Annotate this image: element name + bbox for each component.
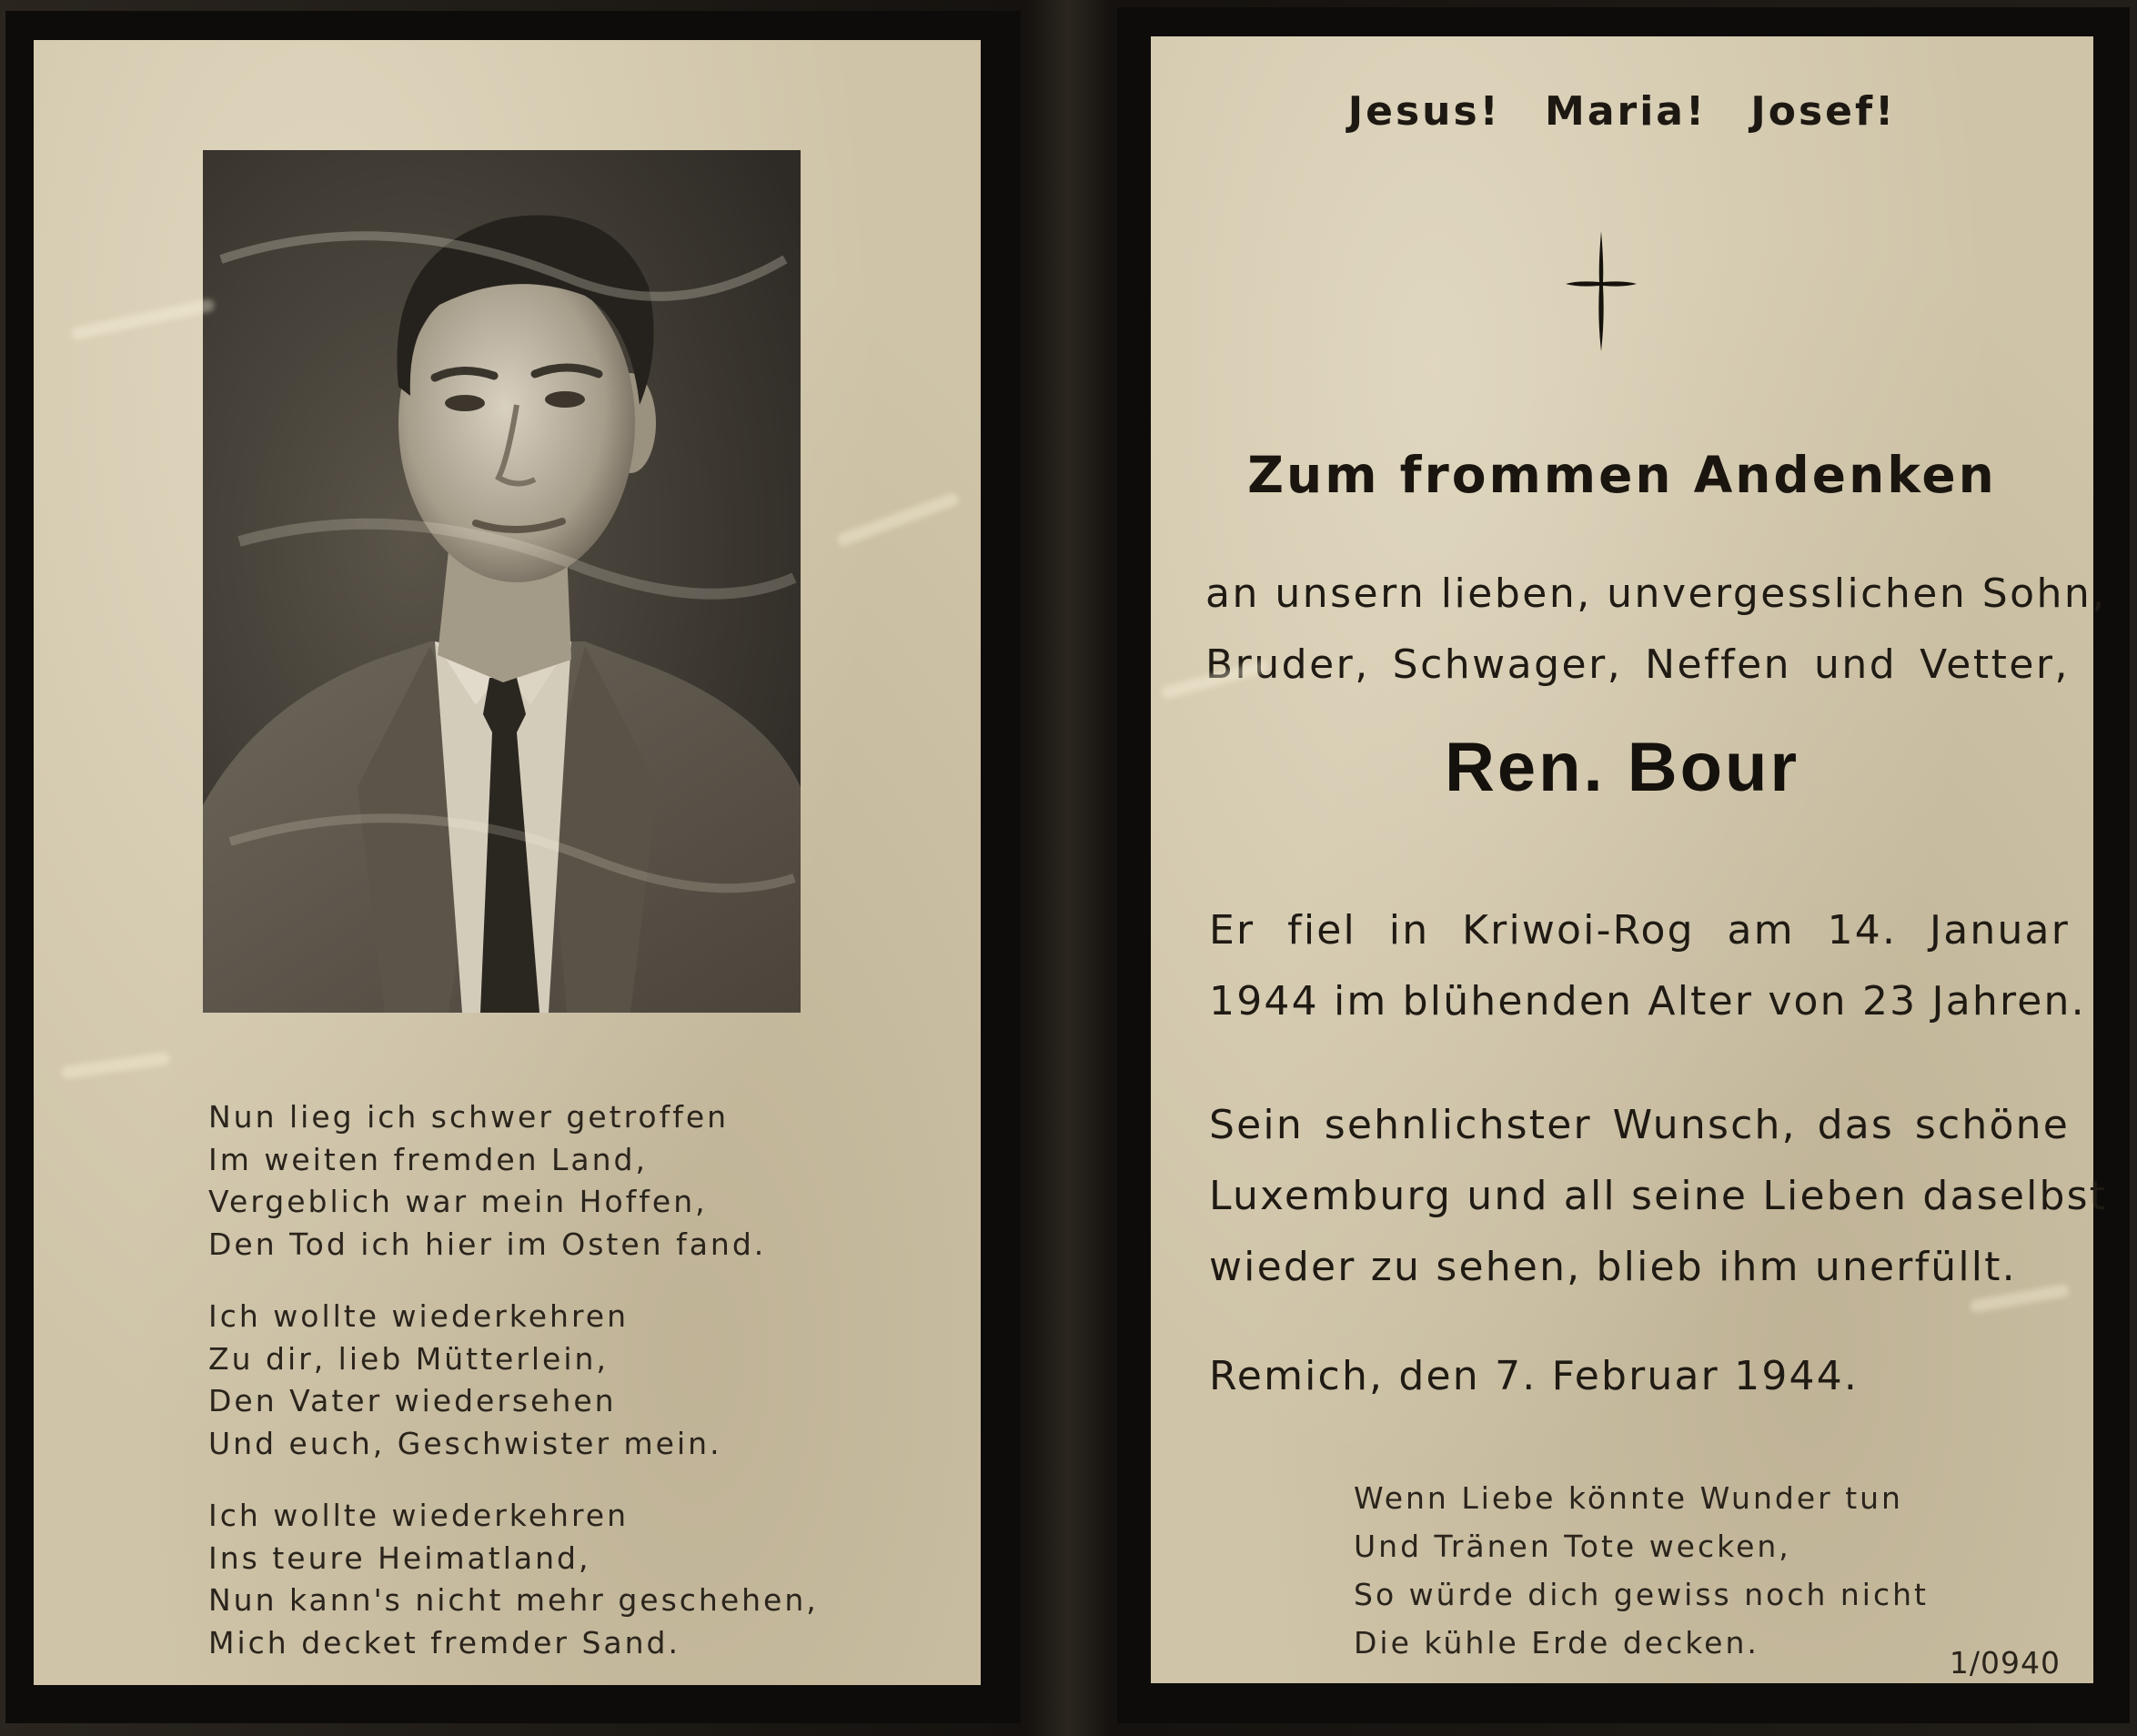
foil-sheen [836,491,960,547]
place-and-date: Remich, den 7. Februar 1944. [1209,1353,1860,1399]
left-card-paper [34,40,981,1685]
left-poem-line: Ins teure Heimatland, [208,1539,591,1576]
dedication-text [1205,559,2107,701]
dedication-line: Bruder, Schwager, Neffen und Vetter, [1205,641,2070,688]
portrait-image [203,150,801,1013]
right-poem-line: Und Tränen Tote wecken, [1354,1529,1791,1564]
deceased-name: Ren. Bour [1444,729,1800,806]
left-card-border [5,11,1021,1723]
death-line: Er fiel in Kriwoi-Rog am 14. Januar [1209,907,2070,954]
left-poem-stanza-1 [208,1096,819,1266]
left-poem-line: Ich wollte wiederkehren [208,1498,630,1533]
left-poem-line: Im weiten fremden Land, [208,1141,648,1177]
wish-line: wieder zu sehen, blieb ihm unerfüllt. [1209,1244,2017,1290]
right-poem-line: Die kühle Erde decken. [1354,1625,1759,1660]
portrait-photo [203,150,801,1013]
foil-sheen [70,298,215,341]
left-poem-line: Mich decket fremder Sand. [208,1624,680,1660]
cross-icon [1560,227,1642,355]
left-poem-stanza-2 [208,1296,819,1465]
left-poem-line: Den Tod ich hier im Osten fand. [208,1226,767,1262]
right-poem-line: So würde dich gewiss noch nicht [1354,1577,1929,1612]
wish-line: Luxemburg und all seine Lieben daselbst [1209,1173,2108,1219]
wish-line: Sein sehnlichster Wunsch, das schöne [1209,1102,2070,1148]
right-poem-line: Wenn Liebe könnte Wunder tun [1354,1480,1903,1516]
left-poem-line: Den Vater wiedersehen [208,1383,617,1418]
left-poem-stanza-3 [208,1495,819,1664]
left-poem-line: Nun kann's nicht mehr geschehen, [208,1582,819,1618]
death-line: 1944 im blühenden Alter von 23 Jahren. [1209,978,2086,1024]
invocation-text: Jesus! Maria! Josef! [1347,88,1897,135]
left-poem [208,1096,819,1694]
foil-sheen [61,1052,171,1080]
left-poem-line: Nun lieg ich schwer getroffen [208,1099,730,1135]
left-poem-line: Zu dir, lieb Mütterlein, [208,1340,609,1377]
right-card-border [1117,7,2130,1723]
memorial-heading: Zum frommen Andenken [1247,446,1997,504]
dedication-line: an unsern lieben, unvergesslichen Sohn, [1205,570,2107,617]
left-poem-line: Vergeblich war mein Hoffen, [208,1184,708,1219]
wish-paragraph [1209,1090,2108,1303]
right-poem [1354,1474,1929,1667]
right-card-paper [1151,36,2108,1683]
catalog-number: 1/0940 [1949,1645,2061,1680]
left-poem-line: Und euch, Geschwister mein. [208,1425,722,1461]
left-poem-line: Ich wollte wiederkehren [208,1298,630,1334]
death-notice [1209,895,2086,1037]
